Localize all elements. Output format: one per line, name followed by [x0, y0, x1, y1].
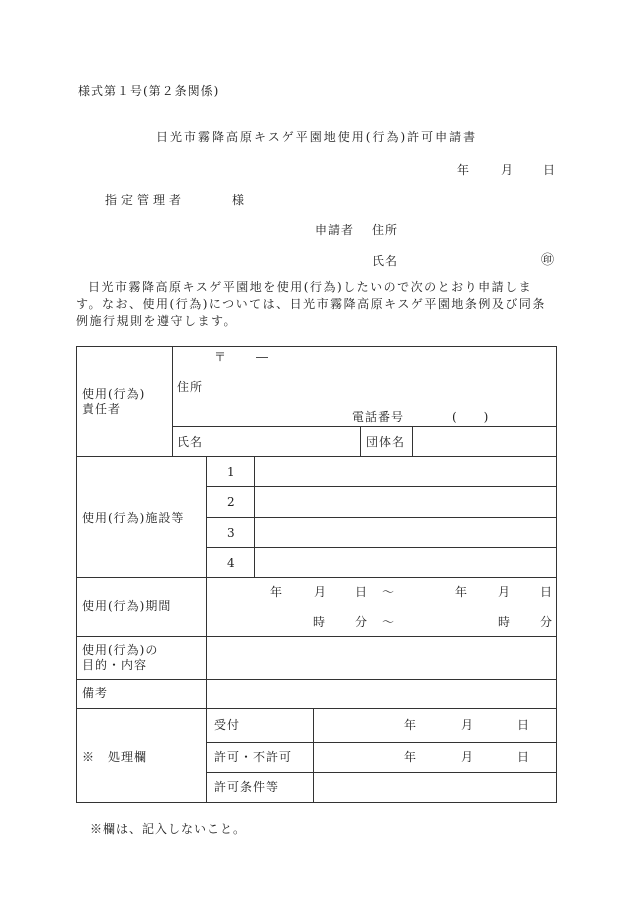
- seal-mark: ㊞: [541, 253, 556, 268]
- applicant-address-label: 住所: [372, 223, 399, 237]
- applicant-name-label: 氏名: [372, 254, 399, 268]
- facility-row-number: 2: [227, 495, 236, 509]
- responsible-name-label: 氏名: [177, 435, 204, 449]
- period-end-day: 日: [540, 585, 554, 599]
- addressee-name: 指定管理者: [105, 193, 186, 207]
- body-text: 日光市霧降高原キスゲ平園地を使用(行為)したいので次のとおり申請します。なお、使用(行為)については、日光市霧降高原キスゲ平園地条例及び同条例施行規則を遵守します。: [76, 280, 546, 328]
- date-year: 年: [457, 163, 471, 177]
- reception-day: 日: [517, 718, 531, 732]
- period-start-month: 月: [314, 585, 328, 599]
- reception-label: 受付: [214, 718, 241, 732]
- period-label: 使用(行為)期間: [82, 599, 172, 613]
- phone-label[interactable]: 電話番号: [352, 410, 405, 424]
- period-end-minute: 分: [540, 615, 554, 629]
- purpose-label-line1: 使用(行為)の: [82, 643, 159, 657]
- applicant-label: 申請者: [315, 223, 355, 237]
- period-start-year: 年: [270, 585, 284, 599]
- addressee-honorific: 様: [232, 193, 246, 207]
- period-date-tilde: ～: [382, 585, 396, 599]
- facilities-label: 使用(行為)施設等: [82, 511, 185, 525]
- date-day: 日: [543, 163, 557, 177]
- phone-paren[interactable]: ( ): [452, 410, 490, 424]
- purpose-label-line2: 目的・内容: [82, 658, 148, 672]
- responsible-label-line2: 責任者: [82, 402, 122, 416]
- date-month: 月: [501, 163, 515, 177]
- footnote: ※欄は、記入しないこと。: [90, 822, 247, 836]
- period-end-year: 年: [455, 585, 469, 599]
- period-end-hour: 時: [498, 615, 512, 629]
- period-time-tilde: ～: [382, 615, 396, 629]
- permission-year: 年: [404, 750, 418, 764]
- page-title: 日光市霧降高原キスゲ平園地使用(行為)許可申請書: [156, 130, 478, 144]
- responsible-address-label: 住所: [177, 380, 204, 394]
- group-name-label: 団体名: [366, 435, 406, 449]
- form-number: 様式第１号(第２条関係): [78, 84, 220, 98]
- period-start-minute: 分: [355, 615, 369, 629]
- permission-month: 月: [461, 750, 475, 764]
- reception-month: 月: [461, 718, 475, 732]
- facility-row-number: 4: [227, 556, 236, 570]
- postal-mark: 〒: [214, 350, 228, 364]
- permission-label: 許可・不許可: [214, 750, 293, 764]
- processing-label: ※ 処理欄: [82, 750, 148, 764]
- conditions-label: 許可条件等: [214, 780, 280, 794]
- facility-row-number: 3: [227, 526, 236, 540]
- postal-dash: ―: [256, 350, 269, 364]
- reception-year: 年: [404, 718, 418, 732]
- responsible-label-line1: 使用(行為): [82, 387, 146, 401]
- period-end-month: 月: [498, 585, 512, 599]
- remarks-label: 備考: [82, 686, 109, 700]
- period-start-hour: 時: [313, 615, 327, 629]
- period-start-day: 日: [355, 585, 369, 599]
- permission-day: 日: [517, 750, 531, 764]
- facility-row-number: 1: [227, 465, 236, 479]
